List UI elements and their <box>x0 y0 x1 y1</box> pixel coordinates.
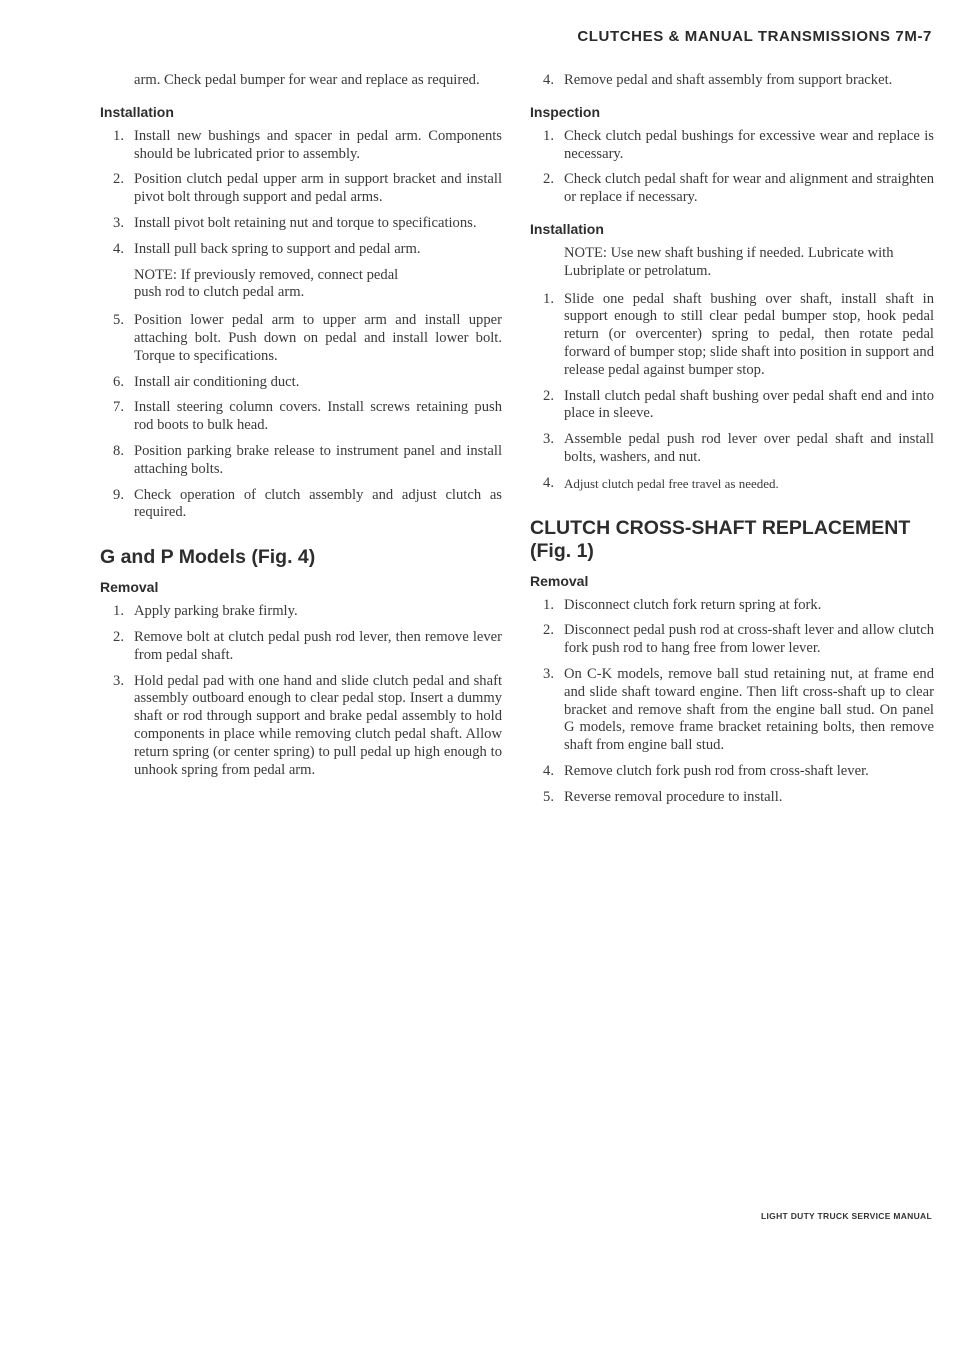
note: NOTE: Use new shaft bushing if needed. Lubricate with Lubriplate or petrolatum. <box>564 244 894 279</box>
list-item: 4. Install pull back spring to support and pedal arm. <box>113 240 421 257</box>
removal-list-continued <box>530 72 934 90</box>
list-item: 2. Install clutch pedal shaft bushing over pedal shaft end and into place in sleeve. <box>543 387 934 422</box>
installation-list <box>100 128 502 259</box>
section-heading: G and P Models (Fig. 4) <box>100 546 316 569</box>
intro-paragraph: arm. Check pedal bumper for wear and replace as required. <box>134 72 480 88</box>
removal-heading: Removal <box>530 572 589 589</box>
list-item: 5. Reverse removal procedure to install. <box>543 788 783 805</box>
list-item: 4. Remove pedal and shaft assembly from support bracket. <box>543 72 893 88</box>
list-item: 1. Apply parking brake firmly. <box>113 603 298 620</box>
list-item: 1. Slide one pedal shaft bushing over shaft, install shaft in support enough to still clear pedal bumper stop, hook pedal return (or overcenter) spring to pedal, then rotate pedal forward of bumper stop; slide shaft into position in support and release pedal against bumper stop. <box>543 290 934 378</box>
list-item: 2. Remove bolt at clutch pedal push rod lever, then remove lever from pedal shaft. <box>113 628 502 663</box>
list-item: 1. Check clutch pedal bushings for excessive wear and replace is necessary. <box>543 127 934 162</box>
list-item: 2. Check clutch pedal shaft for wear and alignment and straighten or replace if necessary. <box>543 171 934 206</box>
installation-heading: Installation <box>100 103 174 120</box>
page-footer: LIGHT DUTY TRUCK SERVICE MANUAL <box>761 1211 932 1221</box>
list-item: 7. Install steering column covers. Install screws retaining push rod boots to bulk head. <box>113 399 502 434</box>
list-item: 3. Install pivot bolt retaining nut and torque to specifications. <box>113 214 477 231</box>
list-item: 1. Install new bushings and spacer in pedal arm. Components should be lubricated prior to assembly. <box>113 127 502 162</box>
list-item: 5. Position lower pedal arm to upper arm and install upper attaching bolt. Push down on pedal and install lower bolt. Torque to specifications. <box>113 312 502 364</box>
note: NOTE: If previously removed, connect pedal push rod to clutch pedal arm. <box>134 266 399 301</box>
list-item: 2. Position clutch pedal upper arm in support bracket and install pivot bolt through support and pedal arms. <box>113 171 502 206</box>
list-item: 2. Disconnect pedal push rod at cross-shaft lever and allow clutch fork push rod to hang free from lower lever. <box>543 622 934 657</box>
inspection-list <box>530 128 934 207</box>
installation-list-continued <box>100 312 502 522</box>
removal-heading: Removal <box>100 579 159 596</box>
removal-list <box>530 597 934 807</box>
list-item: 3. Assemble pedal push rod lever over pedal shaft and install bolts, washers, and nut. <box>543 431 934 465</box>
installation-heading: Installation <box>530 220 604 237</box>
list-item: 3. On C-K models, remove ball stud retaining nut, at frame end and slide shaft toward engine. Then lift cross-shaft up to clear bracket and remove shaft from the engine ball stud. On panel G models, remove frame bracket retaining bolts, then remove shaft from engine ball stud. <box>543 665 934 754</box>
installation-list <box>530 291 934 493</box>
right-column <box>530 72 934 815</box>
list-item: 4. Remove clutch fork push rod from cross-shaft lever. <box>543 762 869 779</box>
list-item: 3. Hold pedal pad with one hand and slide clutch pedal and shaft assembly outboard enough to clear pedal stop. Insert a dummy shaft or rod through support and brake pedal assembly to hold components in place while removing clutch pedal shaft. Allow return spring (or center spring) to pull pedal up high enough to unhook spring from pedal arm. <box>113 672 502 778</box>
page-header: CLUTCHES & MANUAL TRANSMISSIONS 7M-7 <box>577 28 932 45</box>
left-column <box>100 72 502 787</box>
list-item: 6. Install air conditioning duct. <box>113 373 300 390</box>
removal-list <box>100 603 502 779</box>
list-item: 4. Adjust clutch pedal free travel as needed. <box>543 474 779 491</box>
section-heading: CLUTCH CROSS-SHAFT REPLACEMENT (Fig. 1) <box>530 516 911 562</box>
list-item: 9. Check operation of clutch assembly and adjust clutch as required. <box>113 486 502 521</box>
inspection-heading: Inspection <box>530 103 601 120</box>
list-item: 8. Position parking brake release to instrument panel and install attaching bolts. <box>113 442 502 477</box>
list-item: 1. Disconnect clutch fork return spring at fork. <box>543 596 822 613</box>
